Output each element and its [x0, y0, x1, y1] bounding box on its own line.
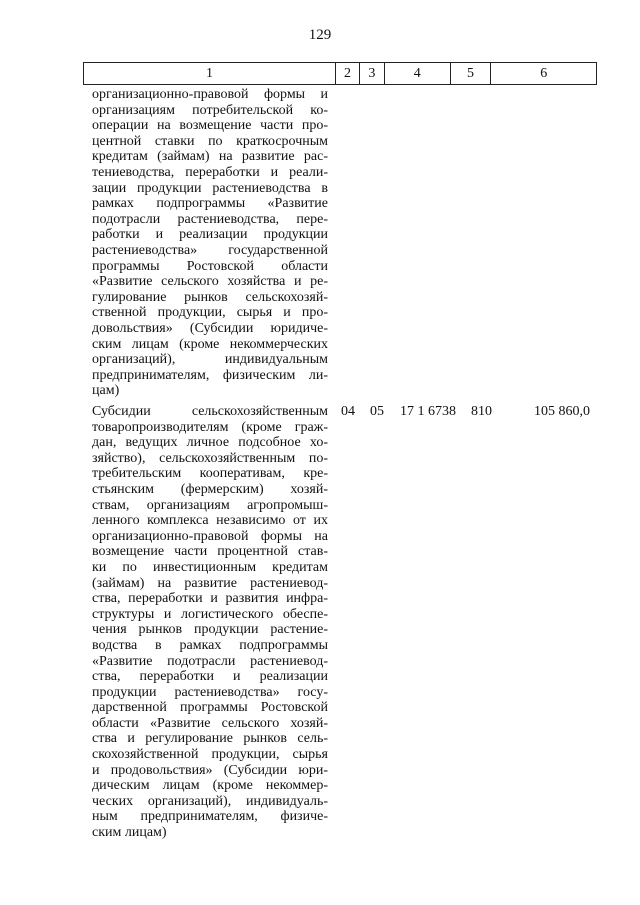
- description-line: «Развитие подотрасли растениевод-: [92, 653, 328, 669]
- description-line: ственной продукции, сырья и про-: [92, 305, 328, 321]
- description-line: организаций), индивидуальным: [92, 352, 328, 368]
- description-line: стьянским (фермерским) хозяй-: [92, 481, 328, 497]
- row-2-col-3-value: 05: [370, 404, 384, 419]
- description-line: водства в рамках подпрограммы: [92, 637, 328, 653]
- description-line: структуры и логистического обеспе-: [92, 606, 328, 622]
- description-line: кредитам (займам) на развитие рас-: [92, 149, 328, 165]
- row-2-col-6-value: 105 860,0: [534, 404, 590, 419]
- description-line: тениеводства, переработки и реали-: [92, 164, 328, 180]
- description-line: скохозяйственной продукции, сырья: [92, 747, 328, 763]
- description-line: организациям потребительской ко-: [92, 102, 328, 118]
- description-line: возмещение части процентной став-: [92, 544, 328, 560]
- description-line: растениеводства» государственной: [92, 242, 328, 258]
- header-col-3: 3: [360, 63, 385, 84]
- description-line: ства, переработки и реализации: [92, 669, 328, 685]
- description-line: дическим лицам (кроме некоммер-: [92, 778, 328, 794]
- description-line: ским лицам (кроме некоммерческих: [92, 336, 328, 352]
- description-line: зяйство), сельскохозяйственным по-: [92, 450, 328, 466]
- description-line: ным предпринимателям, физиче-: [92, 809, 328, 825]
- row-2-col-2-value: 04: [341, 404, 355, 419]
- description-line: ства и регулирование рынков сель-: [92, 731, 328, 747]
- header-col-4: 4: [385, 63, 451, 84]
- table-row-2-description: [92, 404, 328, 841]
- table-header-row: [83, 62, 597, 85]
- description-line: ствам, организациям агропромыш-: [92, 497, 328, 513]
- description-line: ленного комплекса независимо от их: [92, 513, 328, 529]
- description-line: дан, ведущих личное подсобное хо-: [92, 435, 328, 451]
- page-number: 129: [308, 27, 332, 43]
- row-2-col-4-value: 17 1 6738: [400, 404, 456, 419]
- description-line: программы Ростовской области: [92, 258, 328, 274]
- description-line: товаропроизводителям (кроме граж-: [92, 419, 328, 435]
- description-line: и продовольствия» (Субсидии юри-: [92, 762, 328, 778]
- description-line: организационно-правовой формы на: [92, 528, 328, 544]
- description-line: ским лицам): [92, 825, 167, 841]
- description-line: организационно-правовой формы и: [92, 87, 328, 102]
- description-line: гулирование рынков сельскохозяй-: [92, 289, 328, 305]
- description-line: довольствия» (Субсидии юридиче-: [92, 320, 328, 336]
- description-line: подотрасли растениеводства, пере-: [92, 211, 328, 227]
- row-2-col-5-value: 810: [471, 404, 492, 419]
- description-line: операции на возмещение части про-: [92, 118, 328, 134]
- description-line: ки по инвестиционным кредитам: [92, 559, 328, 575]
- header-col-6: 6: [540, 65, 548, 81]
- description-line: (займам) на развитие растениевод-: [92, 575, 328, 591]
- description-line: предпринимателям, физическим ли-: [92, 367, 328, 383]
- table-row-1-description: [92, 87, 328, 399]
- header-col-2: 2: [336, 63, 360, 84]
- description-line: дарственной программы Ростовской: [92, 700, 328, 716]
- header-col-1: 1: [84, 63, 336, 84]
- description-line: центной ставки по краткосрочным: [92, 133, 328, 149]
- header-col-5: 5: [451, 63, 492, 84]
- description-line: требительским кооперативам, кре-: [92, 466, 328, 482]
- description-line: работки и реализации продукции: [92, 227, 328, 243]
- description-line: Субсидии сельскохозяйственным: [92, 404, 328, 419]
- description-line: ства, переработки и развития инфра-: [92, 591, 328, 607]
- description-line: области «Развитие сельского хозяй-: [92, 715, 328, 731]
- description-line: рамках подпрограммы «Развитие: [92, 196, 328, 212]
- description-line: «Развитие сельского хозяйства и ре-: [92, 274, 328, 290]
- description-line: цам): [92, 383, 120, 399]
- description-line: чения рынков продукции растение-: [92, 622, 328, 638]
- description-line: продукции растениеводства» госу-: [92, 684, 328, 700]
- description-line: зации продукции растениеводства в: [92, 180, 328, 196]
- description-line: ческих организаций), индивидуаль-: [92, 793, 328, 809]
